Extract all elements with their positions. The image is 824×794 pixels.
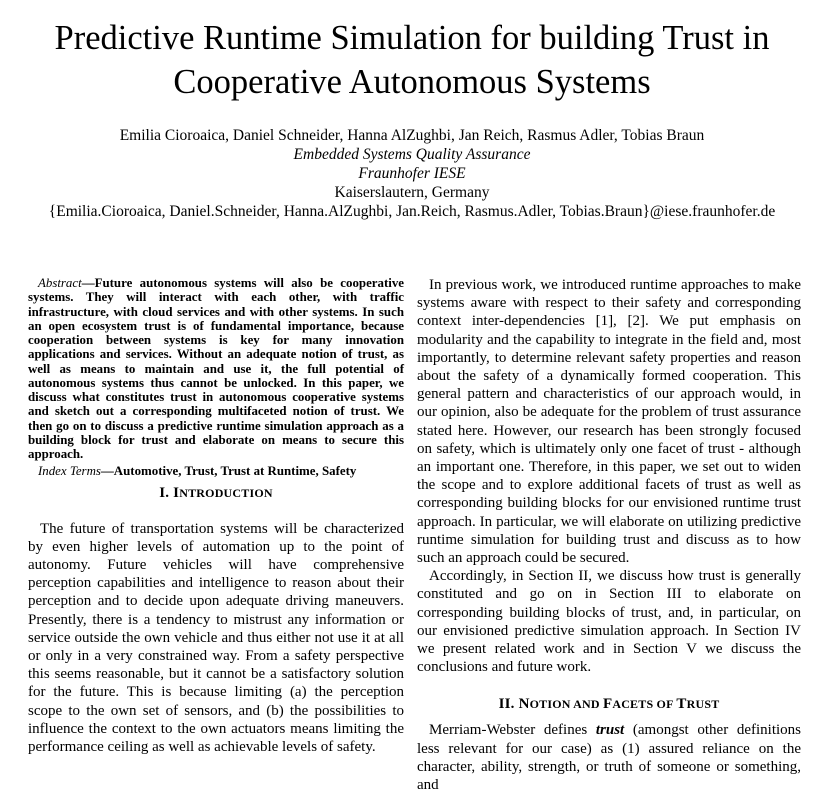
affiliation-location: Kaiserslautern, Germany	[334, 184, 490, 201]
abstract-label: Abstract	[38, 276, 82, 290]
section-2-paragraph-1	[417, 721, 801, 794]
section-1-title-rest: NTRODUCTION	[179, 485, 273, 500]
author-emails: {Emilia.Cioroaica, Daniel.Schneider, Hanna.AlZughbi, Jan.Reich, Rasmus.Adler, Tobias.Braun}@iese.fraunhofer.de	[48, 203, 776, 220]
section-1-initial: I	[173, 484, 180, 501]
affiliation-organization: Fraunhofer IESE	[358, 165, 466, 182]
section-1-paragraph-1: The future of transportation systems will be characterized by even higher levels of automation up to the point of autonomy. Future vehicles will have comprehensive perception capabilities and intelligence to reason about their perception and to decide upon adequate driving maneuvers. Presently, there is a tendency to mistrust any information or service outside the own vehicle and thus either not use it at all or only in a very constrained way. From a safety perspective this seems reasonable, but it cannot be a satisfactory solution for the future. This is because limiting (a) the perception scope to the own set of sensors, and (b) the possibilities to influence the context to the own actuators means limiting the performance ceiling as well as achievable levels of safety.	[28, 520, 404, 755]
index-terms	[28, 464, 404, 478]
section-2-initial-2: F	[602, 696, 613, 713]
index-terms-text: —Automotive, Trust, Trust at Runtime, Safety	[100, 464, 357, 479]
section-2-heading	[417, 696, 801, 713]
section-2-initial-1: N	[518, 696, 530, 713]
affiliation-department: Embedded Systems Quality Assurance	[293, 146, 531, 163]
abstract	[28, 276, 404, 461]
section-1-heading	[28, 485, 404, 502]
title-line-2: Cooperative Autonomous Systems	[173, 63, 651, 101]
index-terms-label: Index Terms	[38, 464, 101, 479]
section-1-paragraph-2: In previous work, we introduced runtime approaches to make systems aware with respect to their safety and corresponding context inter-dependencies [1], [2]. We put emphasis on modularity and the capability to integrate in the field and, most importantly, to determine relevant safety properties and reason about the safety of a dynamically formed cooperation. This general pattern and characteristics of our approach would, in our opinion, also be adequate for the problem of trust assurance stated here. However, our research has been strongly focused on safety, which is ultimately only one facet of trust - although an important one. Therefore, in this paper, we set out to widen the scope and to explore additional facets of trust as well as corresponding building blocks for our envisioned runtime trust approach. In particular, we will elaborate on utilizing predictive runtime simulation for building trust and discuss as to how such an approach could be secured.	[417, 277, 801, 567]
section-2-paragraph-start: Merriam-Webster defines	[429, 722, 596, 739]
left-column	[28, 276, 404, 756]
section-2-word-1: OTION AND	[529, 697, 603, 712]
section-1-number: I.	[159, 484, 174, 501]
right-column	[417, 276, 801, 794]
author-block	[0, 126, 824, 221]
section-1-paragraph-3: Accordingly, in Section II, we discuss how trust is generally constituted and go on in Section III to elaborate on corresponding building blocks of trust, and, in particular, on our envisioned predictive simulation approach. In Section IV we present related work and in Section V we discuss the conclusions and future work.	[417, 568, 801, 676]
trust-term: trust	[595, 722, 625, 739]
section-2-paragraph-rest: (amongst other definitions less relevant for our case) as (1) assured reliance on the character, ability, strength, or truth of someone or something, and	[417, 722, 801, 794]
title-line-1: Predictive Runtime Simulation for building Trust in	[54, 19, 770, 57]
section-2-word-2: ACETS OF	[612, 697, 677, 712]
section-2-initial-3: T	[676, 696, 687, 713]
section-2-word-3: RUST	[686, 697, 720, 712]
author-names: Emilia Cioroaica, Daniel Schneider, Hanna AlZughbi, Jan Reich, Rasmus Adler, Tobias Braun	[119, 127, 705, 144]
abstract-text: —Future autonomous systems will also be cooperative systems. They will interact with each other, with traffic infrastructure, with cloud services and with other systems. In such an open ecosystem trust is of fundamental importance, because cooperation between systems is key for many innovation applications and services. Without an adequate notion of trust, as well as means to maintain and use it, the full potential of autonomous systems thus cannot be unlocked. In this paper, we discuss what constitutes trust in autonomous cooperative systems and sketch out a corresponding multifaceted notion of trust. We then go on to discuss a predictive runtime simulation approach as a building block for trust and elaborate on means to secure this approach.	[28, 276, 404, 461]
section-2-number: II.	[498, 696, 519, 713]
paper-title	[0, 16, 824, 104]
